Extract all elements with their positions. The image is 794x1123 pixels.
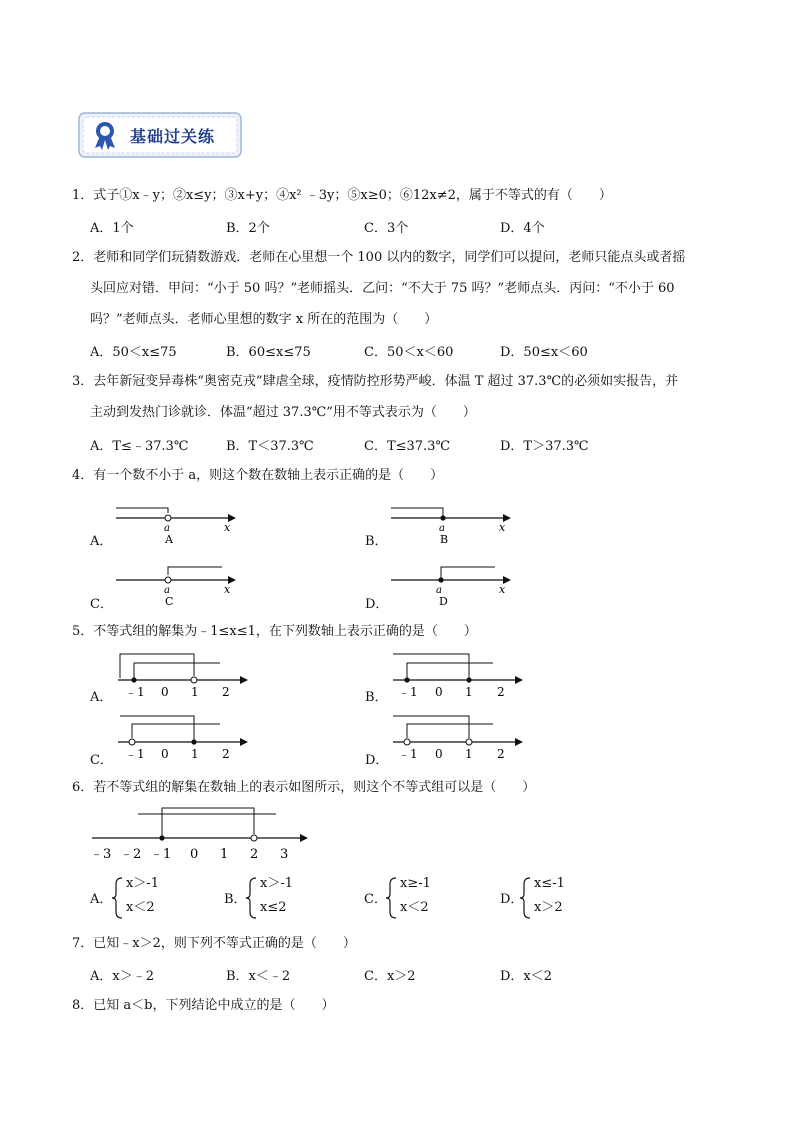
q3-option-d: D．T＞37.3℃ — [500, 439, 589, 454]
q6-tick-0: 0 — [190, 847, 199, 862]
q6-tick-2: 2 — [250, 847, 259, 862]
q6-brace-b — [244, 876, 258, 920]
q1-option-b: B．2个 — [226, 221, 270, 236]
q4b-point-label: a — [439, 523, 445, 534]
q5a-tick-2: 2 — [222, 685, 230, 699]
q4c-axis-label: x — [224, 583, 231, 596]
q1-option-d: D．4个 — [500, 221, 545, 236]
q3-option-c: C．T≤37.3℃ — [364, 439, 450, 454]
q5b-tick-2: 2 — [497, 685, 505, 699]
q6-tick-3: 3 — [280, 847, 289, 862]
q6-d-ineq-2: x＞2 — [534, 900, 563, 915]
section-title: 基础过关练 — [130, 127, 216, 146]
q6-b-ineq-2: x≤2 — [260, 900, 287, 915]
q6-tick-neg3: ﹣3 — [90, 847, 112, 862]
q6-d-ineq-1: x≤-1 — [534, 876, 565, 891]
q4-number-line-d — [385, 552, 525, 608]
q6-option-d-label: D． — [500, 892, 524, 907]
q4b-caption: B — [440, 533, 449, 546]
q6-c-ineq-1: x≥-1 — [400, 876, 431, 891]
q5d-tick-1: 1 — [465, 747, 473, 761]
q6-option-b-label: B． — [224, 892, 247, 907]
question-2-line-3: 吗？”老师点头．老师心里想的数字 x 所在的范围为（ ） — [90, 312, 438, 327]
q4-option-a-label: A． — [90, 534, 113, 549]
q6-a-ineq-1: x＞-1 — [126, 876, 159, 891]
question-4: 4．有一个数不小于 a，则这个数在数轴上表示正确的是（ ） — [72, 468, 444, 483]
question-8: 8．已知 a＜b，下列结论中成立的是（ ） — [72, 998, 335, 1013]
q4c-caption: C — [165, 595, 174, 608]
q5b-tick-1: 1 — [465, 685, 473, 699]
question-3-line-2: 主动到发热门诊就诊．体温“超过 37.3℃”用不等式表示为（ ） — [90, 405, 476, 420]
q5-option-c-label: C． — [90, 753, 113, 768]
q5a-tick-1: 1 — [191, 685, 199, 699]
q2-option-b: B．60≤x≤75 — [226, 345, 311, 360]
q5c-tick-2: 2 — [222, 747, 230, 761]
q5-option-d-label: D． — [365, 753, 389, 768]
q6-brace-a — [110, 876, 124, 920]
q5d-tick-0: 0 — [435, 747, 443, 761]
q5-number-line-d — [385, 712, 525, 762]
q5-number-line-b — [385, 650, 525, 700]
q5-number-line-a — [110, 650, 250, 700]
q4a-caption: A — [165, 533, 173, 546]
q6-number-line — [86, 804, 316, 864]
q4-number-line-a — [110, 490, 250, 546]
q4a-point-label: a — [164, 523, 170, 534]
q6-a-ineq-2: x＜2 — [126, 900, 155, 915]
q5-number-line-c — [110, 712, 250, 762]
q5-option-b-label: B． — [365, 690, 388, 705]
q2-option-c: C．50＜x＜60 — [364, 345, 454, 360]
q4-number-line-b — [385, 490, 525, 546]
q4c-point-label: a — [164, 585, 170, 596]
q7-option-c: C．x＞2 — [364, 969, 416, 984]
q5-option-a-label: A． — [90, 690, 113, 705]
q6-b-ineq-1: x＞-1 — [260, 876, 293, 891]
q4-number-line-c — [110, 552, 250, 608]
q6-tick-neg1: ﹣1 — [150, 847, 172, 862]
question-2-line-2: 头回应对错．甲问：“小于 50 吗？”老师摇头．乙问：“不大于 75 吗？”老师点头．丙问：“不小于 60 — [90, 281, 675, 296]
q4-option-c-label: C． — [90, 597, 113, 612]
q6-c-ineq-2: x＜2 — [400, 900, 429, 915]
question-1: 1．式子①x﹣y；②x≤y；③x+y；④x² ﹣3y；⑤x≥0；⑥12x≠2，属于不等式的有（ ） — [72, 188, 612, 203]
q1-option-a: A．1个 — [90, 221, 134, 236]
q4d-point-label: a — [436, 585, 442, 596]
q5c-tick-0: 0 — [161, 747, 169, 761]
q6-option-c-label: C． — [364, 892, 387, 907]
question-5: 5．不等式组的解集为﹣1≤x≤1，在下列数轴上表示正确的是（ ） — [72, 624, 477, 639]
q4-option-d-label: D． — [365, 597, 389, 612]
q4b-axis-label: x — [499, 521, 506, 534]
q5c-tick-1: 1 — [191, 747, 199, 761]
q2-option-a: A．50＜x≤75 — [90, 345, 177, 360]
q5c-tick-neg1: ﹣1 — [125, 747, 145, 761]
q3-option-a: A．T≤﹣37.3℃ — [90, 439, 189, 454]
q6-tick-1: 1 — [220, 847, 229, 862]
q4d-caption: D — [439, 595, 448, 608]
q5b-tick-neg1: ﹣1 — [398, 685, 418, 699]
q4a-axis-label: x — [224, 521, 231, 534]
q3-option-b: B．T＜37.3℃ — [226, 439, 314, 454]
q2-option-d: D．50≤x＜60 — [500, 345, 588, 360]
q4-option-b-label: B． — [365, 534, 388, 549]
q5d-tick-2: 2 — [497, 747, 505, 761]
q6-option-a-label: A． — [90, 892, 113, 907]
q6-brace-c — [384, 876, 398, 920]
q5b-tick-0: 0 — [435, 685, 443, 699]
question-7: 7．已知﹣x＞2，则下列不等式正确的是（ ） — [72, 936, 356, 951]
question-6: 6．若不等式组的解集在数轴上的表示如图所示，则这个不等式组可以是（ ） — [72, 780, 536, 795]
q5a-tick-neg1: ﹣1 — [125, 685, 145, 699]
question-3-line-1: 3．去年新冠变异毒株“奥密克戎”肆虐全球，疫情防控形势严峻．体温 T 超过 37.3℃的必须如实报告，并 — [72, 374, 679, 389]
q4d-axis-label: x — [499, 583, 506, 596]
q5d-tick-neg1: ﹣1 — [398, 747, 418, 761]
q7-option-b: B．x＜﹣2 — [226, 969, 291, 984]
q7-option-a: A．x＞﹣2 — [90, 969, 154, 984]
question-2-line-1: 2．老师和同学们玩猜数游戏．老师在心里想一个 100 以内的数字，同学们可以提问，老师只能点头或者摇 — [72, 250, 686, 265]
q6-tick-neg2: ﹣2 — [120, 847, 142, 862]
q1-option-c: C．3个 — [364, 221, 409, 236]
q5a-tick-0: 0 — [161, 685, 169, 699]
q7-option-d: D．x＜2 — [500, 969, 553, 984]
q6-brace-d — [518, 876, 532, 920]
